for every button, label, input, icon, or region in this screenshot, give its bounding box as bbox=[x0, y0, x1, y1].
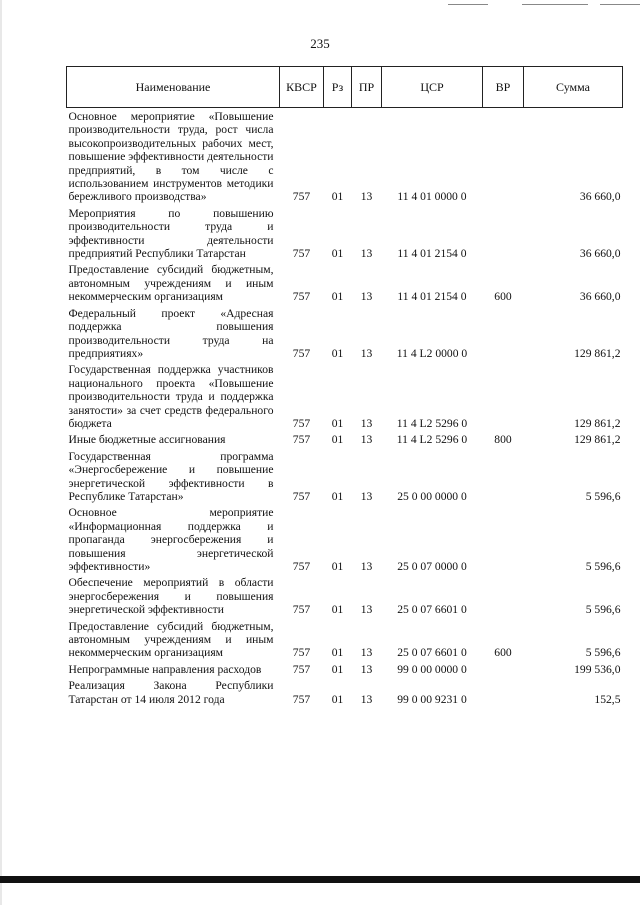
row-sum: 129 861,2 bbox=[574, 346, 621, 360]
table-row bbox=[67, 618, 623, 661]
row-rz: 01 bbox=[331, 346, 344, 360]
table-row bbox=[67, 305, 623, 362]
row-kvsr: 757 bbox=[292, 190, 311, 204]
row-vr: 600 bbox=[494, 646, 512, 660]
row-name: Непрограммные направления расходов bbox=[68, 662, 262, 676]
row-rz: 01 bbox=[331, 190, 344, 204]
header-kvsr: КВСР bbox=[280, 67, 324, 108]
row-csr: 11 4 01 2154 0 bbox=[397, 247, 467, 261]
row-csr: 11 4 L2 0000 0 bbox=[396, 346, 468, 360]
row-name: Государственная программа «Энергосбережение и повышение энергетической эффективности в Республике Татарстан» bbox=[68, 449, 274, 503]
row-csr: 11 4 L2 5296 0 bbox=[396, 433, 468, 447]
table-row bbox=[67, 574, 623, 617]
row-sum: 36 660,0 bbox=[579, 290, 621, 304]
row-pr: 13 bbox=[360, 646, 373, 660]
row-sum: 129 861,2 bbox=[574, 416, 621, 430]
table-row bbox=[67, 504, 623, 574]
header-name: Наименование bbox=[67, 67, 280, 108]
row-vr: 600 bbox=[494, 290, 512, 304]
row-rz: 01 bbox=[331, 692, 344, 706]
row-kvsr: 757 bbox=[292, 692, 311, 706]
row-sum: 5 596,6 bbox=[585, 560, 621, 573]
row-pr: 13 bbox=[360, 489, 373, 503]
row-sum: 36 660,0 bbox=[579, 190, 621, 204]
row-sum: 129 861,2 bbox=[574, 433, 621, 447]
row-sum: 152,5 bbox=[594, 692, 621, 706]
scan-mark bbox=[522, 4, 588, 5]
page-number: 235 bbox=[310, 36, 330, 51]
budget-table bbox=[66, 66, 623, 707]
row-pr: 13 bbox=[360, 692, 373, 706]
row-vr bbox=[483, 448, 524, 505]
row-csr: 25 0 07 6601 0 bbox=[397, 603, 467, 617]
row-csr: 11 4 01 0000 0 bbox=[397, 190, 467, 204]
row-pr: 13 bbox=[360, 290, 373, 304]
row-kvsr: 757 bbox=[292, 433, 311, 447]
row-kvsr: 757 bbox=[292, 662, 311, 676]
header-csr: ЦСР bbox=[382, 67, 483, 108]
row-kvsr: 757 bbox=[292, 290, 311, 304]
row-vr bbox=[483, 205, 524, 262]
header-pr: ПР bbox=[352, 67, 382, 108]
scan-mark bbox=[600, 4, 640, 5]
row-pr: 13 bbox=[360, 433, 373, 447]
table-row bbox=[67, 205, 623, 262]
header-rz: Рз bbox=[324, 67, 352, 108]
row-csr: 25 0 00 0000 0 bbox=[397, 489, 467, 503]
header-sum: Сумма bbox=[524, 67, 623, 108]
row-pr: 13 bbox=[360, 190, 373, 204]
row-kvsr: 757 bbox=[292, 346, 311, 360]
row-kvsr: 757 bbox=[292, 416, 311, 430]
table-header-row bbox=[67, 67, 623, 108]
row-vr bbox=[483, 108, 524, 205]
row-pr: 13 bbox=[360, 603, 373, 617]
row-pr: 13 bbox=[360, 247, 373, 261]
table-row bbox=[67, 108, 623, 205]
row-rz: 01 bbox=[331, 560, 344, 573]
row-pr: 13 bbox=[360, 416, 373, 430]
row-vr bbox=[483, 677, 524, 707]
row-rz: 01 bbox=[331, 247, 344, 261]
row-rz: 01 bbox=[331, 662, 344, 676]
row-csr: 25 0 07 6601 0 bbox=[397, 646, 467, 660]
row-csr: 11 4 L2 5296 0 bbox=[396, 416, 468, 430]
row-vr bbox=[483, 661, 524, 677]
row-rz: 01 bbox=[331, 489, 344, 503]
row-pr: 13 bbox=[360, 346, 373, 360]
row-kvsr: 757 bbox=[292, 603, 311, 617]
table-row bbox=[67, 677, 623, 707]
row-kvsr: 757 bbox=[292, 560, 311, 573]
row-csr: 99 0 00 0000 0 bbox=[397, 662, 467, 676]
row-sum: 5 596,6 bbox=[585, 646, 621, 660]
row-pr: 13 bbox=[360, 662, 373, 676]
table-row bbox=[67, 661, 623, 677]
row-pr: 13 bbox=[360, 560, 373, 573]
row-rz: 01 bbox=[331, 646, 344, 660]
row-sum: 36 660,0 bbox=[579, 247, 621, 261]
table-row bbox=[67, 448, 623, 505]
table-row bbox=[67, 261, 623, 304]
row-name: Основное мероприятие «Повышение производительности труда, рост числа высокопроизводительных рабочих мест, повышение эффективности деятельности предприятий, в том числе с использованием инструментов методики бережливого производства» bbox=[68, 110, 274, 204]
row-sum: 5 596,6 bbox=[585, 603, 621, 617]
row-vr bbox=[483, 361, 524, 431]
scan-bottom-border bbox=[0, 876, 640, 883]
row-name: Реализация Закона Республики Татарстан от 14 июля 2012 года bbox=[68, 679, 274, 706]
row-rz: 01 bbox=[331, 433, 344, 447]
row-name: Предоставление субсидий бюджетным, автономным учреждениям и иным некоммерческим организациям bbox=[68, 263, 274, 304]
row-name: Иные бюджетные ассигнования bbox=[68, 433, 226, 447]
row-csr: 11 4 01 2154 0 bbox=[397, 290, 467, 304]
scan-edge bbox=[0, 0, 2, 905]
row-vr bbox=[483, 305, 524, 362]
row-name: Предоставление субсидий бюджетным, автономным учреждениям и иным некоммерческим организациям bbox=[68, 619, 274, 660]
row-kvsr: 757 bbox=[292, 489, 311, 503]
row-csr: 25 0 07 0000 0 bbox=[397, 560, 467, 573]
row-rz: 01 bbox=[331, 416, 344, 430]
table-row bbox=[67, 361, 623, 431]
header-vr: ВР bbox=[483, 67, 524, 108]
row-name: Основное мероприятие «Информационная поддержка и пропаганда энергосбережения и повышения энергетической эффективности» bbox=[68, 506, 274, 573]
row-sum: 199 536,0 bbox=[574, 662, 621, 676]
row-name: Мероприятия по повышению производительности труда и эффективности деятельности предприятий Республики Татарстан bbox=[68, 206, 274, 261]
row-kvsr: 757 bbox=[292, 646, 311, 660]
table-row bbox=[67, 431, 623, 447]
scan-mark bbox=[448, 4, 488, 5]
row-name: Федеральный проект «Адресная поддержка повышения производительности труда на предприятиях» bbox=[68, 306, 274, 360]
row-kvsr: 757 bbox=[292, 247, 311, 261]
row-vr bbox=[483, 574, 524, 617]
row-sum: 5 596,6 bbox=[585, 489, 621, 503]
row-name: Обеспечение мероприятий в области энергосбережения и повышения энергетической эффективности bbox=[68, 576, 274, 617]
row-vr bbox=[483, 504, 524, 574]
row-rz: 01 bbox=[331, 603, 344, 617]
row-name: Государственная поддержка участников национального проекта «Повышение производительности труда и поддержка занятости» за счет средств федерального бюджета bbox=[68, 363, 274, 430]
row-vr: 800 bbox=[494, 433, 512, 447]
budget-table-container bbox=[66, 66, 622, 707]
row-rz: 01 bbox=[331, 290, 344, 304]
row-csr: 99 0 00 9231 0 bbox=[397, 692, 467, 706]
